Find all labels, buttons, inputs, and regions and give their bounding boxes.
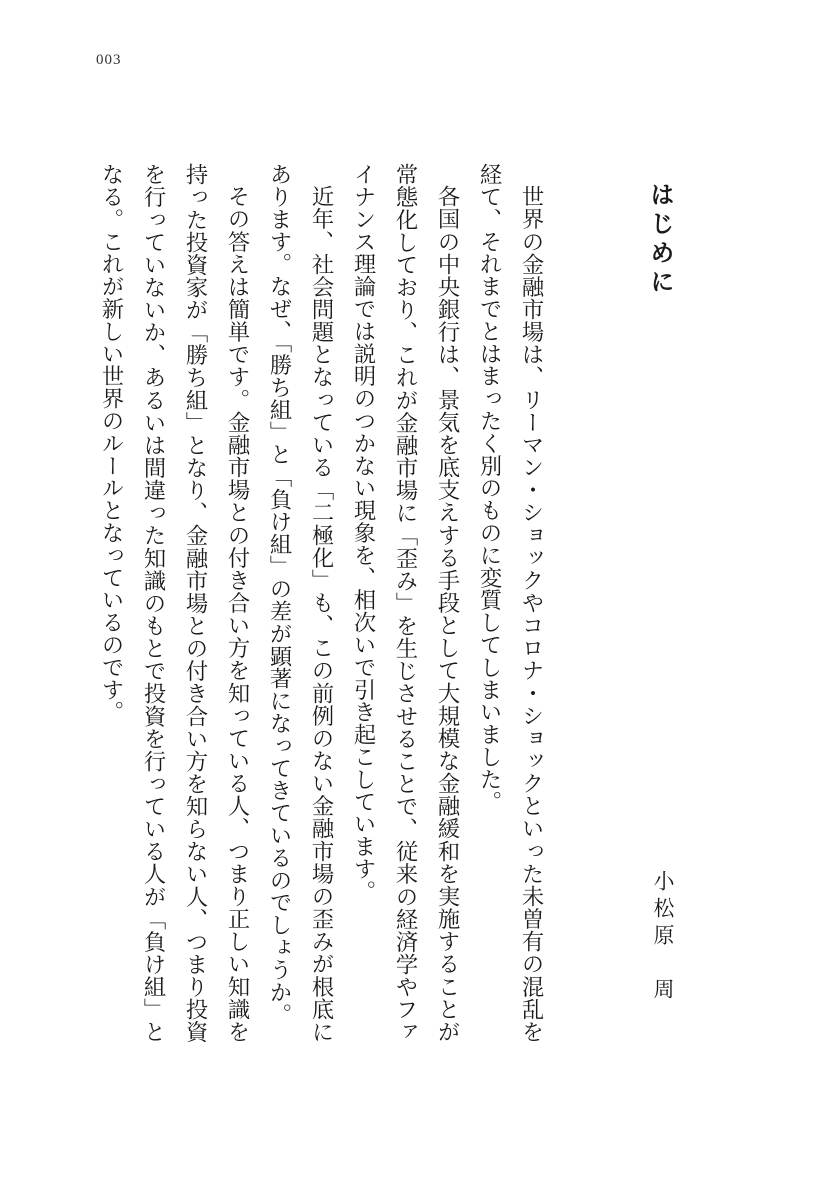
- paragraph: 世界の金融市場は、リーマン・ショックやコロナ・ショックといった未曽有の混乱を経て、それまでとはまったく別のものに変質してしまいました。: [476, 163, 544, 1043]
- paragraph: 近年、社会問題となっている「二極化」も、この前例のない金融市場の歪みが根底にあります。なぜ、「勝ち組」と「負け組」の差が顕著になってきているのでしょうか。: [266, 163, 334, 1043]
- author-name: 小松原 周: [651, 870, 675, 1005]
- chapter-title: はじめに: [646, 182, 674, 298]
- page-number: 003: [96, 52, 122, 68]
- paragraph: その答えは簡単です。金融市場との付き合い方を知っている人、つまり正しい知識を持った投資家が「勝ち組」となり、金融市場との付き合い方を知らない人、つまり投資を行っていないか、あるいは間違った知識のもとで投資を行っている人が「負け組」となる。これが新しい世界のルールとなっているのです。: [98, 163, 250, 1043]
- paragraph: 各国の中央銀行は、景気を底支えする手段として大規模な金融緩和を実施することが常態化しており、これが金融市場に「歪み」を生じさせることで、従来の経済学やファイナンス理論では説明のつかない現象を、相次いで引き起こしています。: [350, 163, 460, 1043]
- body-text: [90, 163, 552, 1043]
